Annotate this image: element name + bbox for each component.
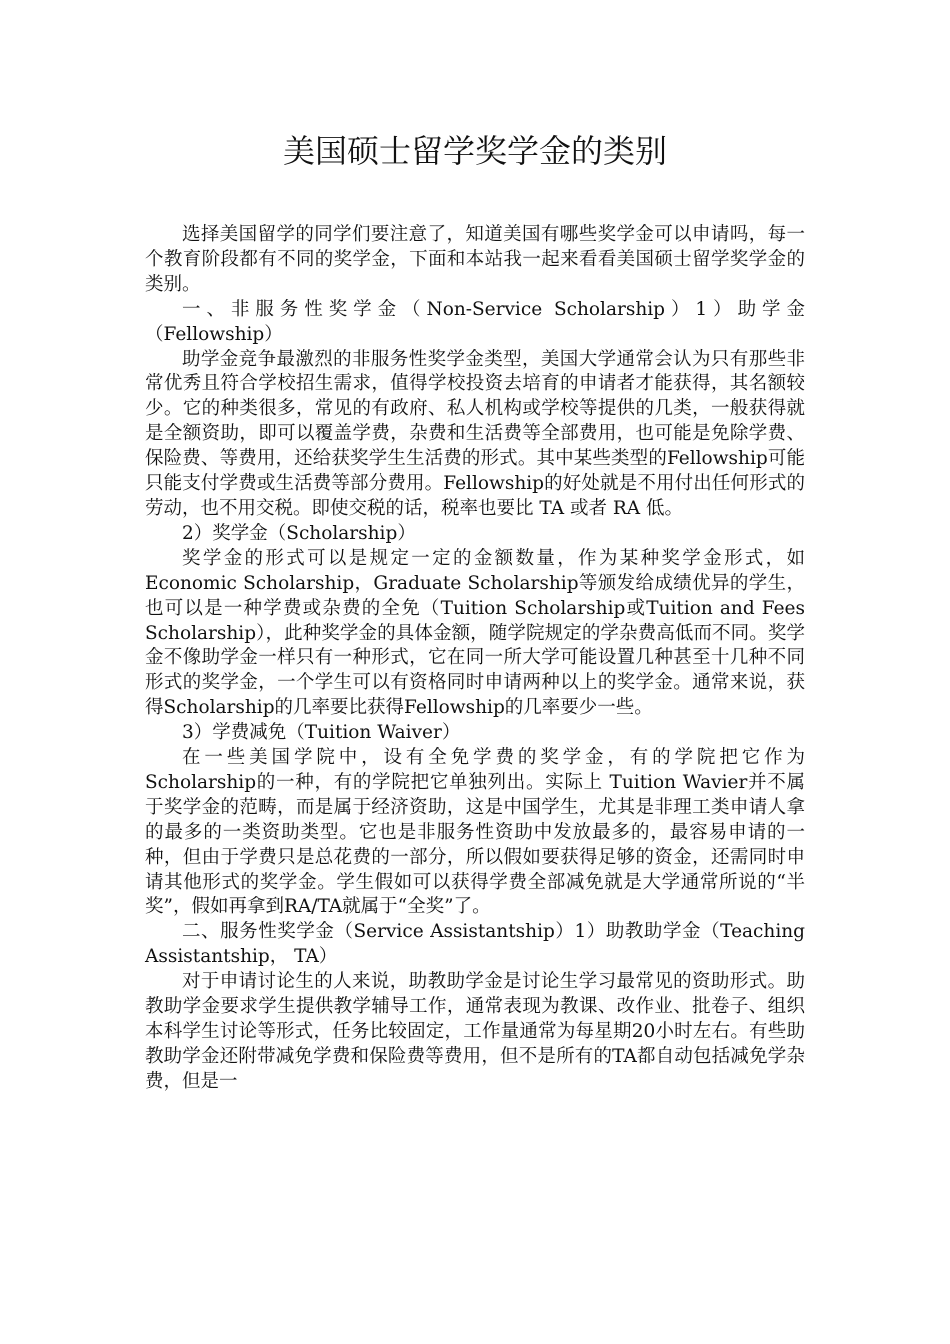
paragraph-teaching-assistantship: 对于申请讨论生的人来说，助教助学金是讨论生学习最常见的资助形式。助教助学金要求学生提供教学辅导工作，通常表现为教课、改作业、批卷子、组织本科学生讨论等形式，任务比较固定，工作量通常为每星期20小时左右。有些助教助学金还附带减免学费和保险费等费用，但不是所有的TA都自动包括减免学杂费，但是一	[145, 971, 805, 1092]
paragraph-scholarship: 奖学金的形式可以是规定一定的金额数量，作为某种奖学金形式，如Economic Scholarship，Graduate Scholarship等颁发给成绩优异的学生，也可以是一种学费或杂费的全免（Tuition Scholarship或Tuition and Fees Scholarship），此种奖学金的具体金额，随学院规定的学杂费高低而不同。奖学金不像助学金一样只有一种形式，它在同一所大学可能设置几种甚至十几种不同形式的奖学金，一个学生可以有资格同时申请两种以上的奖学金。通常来说，获得Scholarship的几率要比获得Fellowship的几率要少一些。	[145, 547, 805, 719]
subheading-tuition-waiver: 3）学费减免（Tuition Waiver）	[182, 722, 461, 744]
section-heading-service: 二、服务性奖学金（Service Assistantship）1）助教助学金（Teaching Assistantship， TA）	[145, 921, 805, 968]
section-heading-non-service: 一、非服务性奖学金（Non-Service Scholarship）1）助学金（Fellowship）	[145, 298, 805, 345]
paragraph-tuition-waiver: 在一些美国学院中，设有全免学费的奖学金，有的学院把它作为Scholarship的一种，有的学院把它单独列出。实际上 Tuition Wavier并不属于奖学金的范畴，而是属于经济资助，这是中国学生，尤其是非理工类申请人拿的最多的一类资助类型。它也是非服务性资助中发放最多的，最容易申请的一种，但由于学费只是总花费的一部分，所以假如要获得足够的资金，还需同时申请其他形式的奖学金。学生假如可以获得学费全部减免就是大学通常所说的“半奖”，假如再拿到RA/TA就属于“全奖”了。	[145, 747, 805, 918]
subheading-scholarship: 2）奖学金（Scholarship）	[182, 522, 416, 544]
document-title: 美国硕士留学奖学金的类别	[282, 132, 667, 170]
paragraph-intro: 选择美国留学的同学们要注意了，知道美国有哪些奖学金可以申请吗，每一个教育阶段都有不同的奖学金，下面和本站我一起来看看美国硕士留学奖学金的类别。	[145, 224, 805, 295]
paragraph-fellowship: 助学金竞争最激烈的非服务性奖学金类型，美国大学通常会认为只有那些非常优秀且符合学校招生需求，值得学校投资去培育的申请者才能获得，其名额较少。它的种类很多，常见的有政府、私人机构或学校等提供的几类，一般获得就是全额资助，即可以覆盖学费，杂费和生活费等全部费用，也可能是免除学费、保险费、等费用，还给获奖学生生活费的形式。其中某些类型的Fellowship可能只能支付学费或生活费等部分费用。Fellowship的好处就是不用付出任何形式的劳动，也不用交税。即使交税的话，税率也要比 TA 或者 RA 低。	[145, 348, 805, 519]
document-body	[145, 223, 805, 1095]
